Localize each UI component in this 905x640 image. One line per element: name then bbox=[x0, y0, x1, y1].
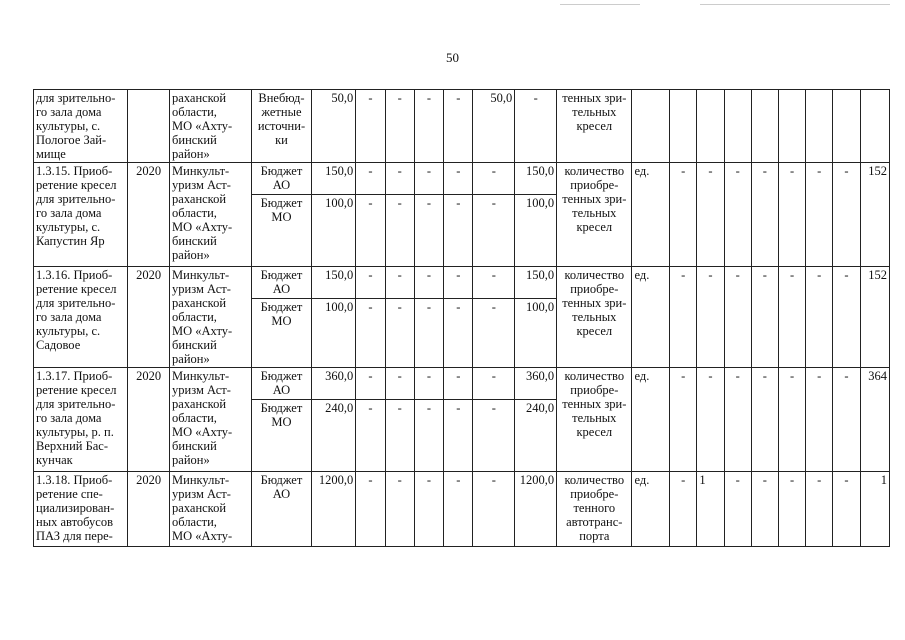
unit-cell: ед. bbox=[632, 472, 670, 547]
value-cell: - bbox=[356, 299, 385, 368]
funding-source: Бюджет АО bbox=[251, 163, 312, 195]
total-cell: 240,0 bbox=[312, 400, 356, 472]
value-cell: 150,0 bbox=[515, 267, 557, 299]
total-cell: 150,0 bbox=[312, 163, 356, 195]
program-table bbox=[33, 89, 890, 547]
year-cell: 2020 bbox=[128, 163, 170, 267]
value-cell: - bbox=[414, 195, 443, 267]
value-cell: - bbox=[414, 400, 443, 472]
unit-cell: ед. bbox=[632, 163, 670, 267]
funding-source: Бюджет АО bbox=[251, 368, 312, 400]
value-cell: - bbox=[356, 368, 385, 400]
value-cell: - bbox=[356, 472, 385, 547]
indicator-value bbox=[724, 90, 751, 163]
indicator-value bbox=[778, 90, 805, 163]
year-cell bbox=[128, 90, 170, 163]
indicator-value: - bbox=[670, 368, 697, 472]
indicator-value bbox=[833, 90, 860, 163]
value-cell: - bbox=[444, 163, 473, 195]
executor-cell: раханской области, МО «Ахту- бинский район» bbox=[170, 90, 252, 163]
value-cell: 100,0 bbox=[515, 299, 557, 368]
value-cell: - bbox=[385, 163, 414, 195]
value-cell: - bbox=[473, 368, 515, 400]
value-cell: - bbox=[414, 472, 443, 547]
value-cell: - bbox=[356, 90, 385, 163]
indicator-value: - bbox=[670, 472, 697, 547]
indicator-value: - bbox=[724, 472, 751, 547]
value-cell: - bbox=[385, 299, 414, 368]
indicator-value: 152 bbox=[860, 163, 889, 267]
indicator-value bbox=[751, 90, 778, 163]
indicator-value: - bbox=[833, 163, 860, 267]
executor-cell: Минкульт- уризм Аст- раханской области, МО «Ахту- бинский район» bbox=[170, 368, 252, 472]
year-cell: 2020 bbox=[128, 267, 170, 368]
indicator-value: - bbox=[833, 267, 860, 368]
indicator-value: - bbox=[751, 368, 778, 472]
table-row bbox=[34, 267, 890, 299]
scan-artifact-line bbox=[700, 4, 890, 5]
total-cell: 100,0 bbox=[312, 299, 356, 368]
indicator-value: - bbox=[751, 163, 778, 267]
indicator-value: - bbox=[806, 267, 833, 368]
indicator-cell: количество приобре- тенных зри- тельных кресел bbox=[557, 368, 632, 472]
value-cell: - bbox=[385, 267, 414, 299]
value-cell: - bbox=[414, 90, 443, 163]
value-cell: - bbox=[414, 163, 443, 195]
value-cell: - bbox=[473, 163, 515, 195]
total-cell: 100,0 bbox=[312, 195, 356, 267]
indicator-value: - bbox=[724, 267, 751, 368]
indicator-cell: количество приобре- тенного автотранс- порта bbox=[557, 472, 632, 547]
value-cell: - bbox=[385, 472, 414, 547]
indicator-value: - bbox=[833, 472, 860, 547]
executor-cell: Минкульт- уризм Аст- раханской области, МО «Ахту- bbox=[170, 472, 252, 547]
value-cell: - bbox=[356, 267, 385, 299]
total-cell: 1200,0 bbox=[312, 472, 356, 547]
event-name: для зрительно- го зала дома культуры, с. Пологое Зай- мище bbox=[34, 90, 128, 163]
indicator-value bbox=[806, 90, 833, 163]
value-cell: - bbox=[385, 368, 414, 400]
indicator-value: - bbox=[806, 163, 833, 267]
value-cell: - bbox=[444, 195, 473, 267]
page-number: 50 bbox=[446, 50, 459, 65]
indicator-cell: количество приобре- тенных зри- тельных кресел bbox=[557, 267, 632, 368]
indicator-value: - bbox=[724, 163, 751, 267]
value-cell: - bbox=[444, 299, 473, 368]
value-cell: - bbox=[356, 163, 385, 195]
scan-artifact-line bbox=[560, 4, 640, 5]
value-cell: - bbox=[515, 90, 557, 163]
funding-source: Бюджет МО bbox=[251, 195, 312, 267]
executor-cell: Минкульт- уризм Аст- раханской области, МО «Ахту- бинский район» bbox=[170, 267, 252, 368]
value-cell: 150,0 bbox=[515, 163, 557, 195]
indicator-value: - bbox=[778, 368, 805, 472]
value-cell: - bbox=[473, 299, 515, 368]
indicator-value: - bbox=[778, 267, 805, 368]
event-name: 1.3.17. Приоб- ретение кресел для зрительно- го зала дома культуры, р. п. Верхний Бас- кунчак bbox=[34, 368, 128, 472]
indicator-cell: количество приобре- тенных зри- тельных кресел bbox=[557, 163, 632, 267]
value-cell: - bbox=[473, 195, 515, 267]
indicator-value: 152 bbox=[860, 267, 889, 368]
value-cell: - bbox=[414, 368, 443, 400]
value-cell: - bbox=[385, 90, 414, 163]
value-cell: - bbox=[444, 400, 473, 472]
value-cell: - bbox=[356, 195, 385, 267]
value-cell: - bbox=[444, 90, 473, 163]
unit-cell: ед. bbox=[632, 267, 670, 368]
value-cell: - bbox=[385, 195, 414, 267]
value-cell: - bbox=[414, 299, 443, 368]
indicator-value bbox=[670, 90, 697, 163]
indicator-value: 364 bbox=[860, 368, 889, 472]
value-cell: - bbox=[473, 472, 515, 547]
total-cell: 360,0 bbox=[312, 368, 356, 400]
indicator-value: - bbox=[806, 368, 833, 472]
value-cell: - bbox=[473, 400, 515, 472]
indicator-value: 1 bbox=[860, 472, 889, 547]
total-cell: 50,0 bbox=[312, 90, 356, 163]
indicator-value: - bbox=[806, 472, 833, 547]
unit-cell bbox=[632, 90, 670, 163]
indicator-value: - bbox=[778, 472, 805, 547]
year-cell: 2020 bbox=[128, 368, 170, 472]
value-cell: 240,0 bbox=[515, 400, 557, 472]
indicator-cell: тенных зри- тельных кресел bbox=[557, 90, 632, 163]
indicator-value: - bbox=[778, 163, 805, 267]
indicator-value: - bbox=[724, 368, 751, 472]
value-cell: - bbox=[444, 267, 473, 299]
funding-source: Внебюд- жетные источни- ки bbox=[251, 90, 312, 163]
indicator-value: - bbox=[670, 267, 697, 368]
indicator-value: - bbox=[833, 368, 860, 472]
event-name: 1.3.15. Приоб- ретение кресел для зрительно- го зала дома культуры, с. Капустин Яр bbox=[34, 163, 128, 267]
value-cell: 1200,0 bbox=[515, 472, 557, 547]
value-cell: - bbox=[356, 400, 385, 472]
indicator-value bbox=[697, 90, 724, 163]
indicator-value: - bbox=[697, 163, 724, 267]
indicator-value bbox=[860, 90, 889, 163]
value-cell: 100,0 bbox=[515, 195, 557, 267]
table-row bbox=[34, 163, 890, 195]
funding-source: Бюджет АО bbox=[251, 472, 312, 547]
event-name: 1.3.18. Приоб- ретение спе- циализирован- ных автобусов ПАЗ для пере- bbox=[34, 472, 128, 547]
indicator-value: - bbox=[697, 368, 724, 472]
funding-source: Бюджет МО bbox=[251, 400, 312, 472]
executor-cell: Минкульт- уризм Аст- раханской области, МО «Ахту- бинский район» bbox=[170, 163, 252, 267]
funding-source: Бюджет МО bbox=[251, 299, 312, 368]
funding-source: Бюджет АО bbox=[251, 267, 312, 299]
value-cell: - bbox=[385, 400, 414, 472]
table-row bbox=[34, 368, 890, 400]
value-cell: - bbox=[444, 472, 473, 547]
total-cell: 150,0 bbox=[312, 267, 356, 299]
value-cell: 360,0 bbox=[515, 368, 557, 400]
value-cell: - bbox=[444, 368, 473, 400]
indicator-value: 1 bbox=[697, 472, 724, 547]
indicator-value: - bbox=[751, 267, 778, 368]
indicator-value: - bbox=[670, 163, 697, 267]
year-cell: 2020 bbox=[128, 472, 170, 547]
table-row bbox=[34, 90, 890, 163]
unit-cell: ед. bbox=[632, 368, 670, 472]
indicator-value: - bbox=[697, 267, 724, 368]
table-row bbox=[34, 472, 890, 547]
indicator-value: - bbox=[751, 472, 778, 547]
value-cell: - bbox=[414, 267, 443, 299]
value-cell: 50,0 bbox=[473, 90, 515, 163]
event-name: 1.3.16. Приоб- ретение кресел для зрительно- го зала дома культуры, с. Садовое bbox=[34, 267, 128, 368]
value-cell: - bbox=[473, 267, 515, 299]
